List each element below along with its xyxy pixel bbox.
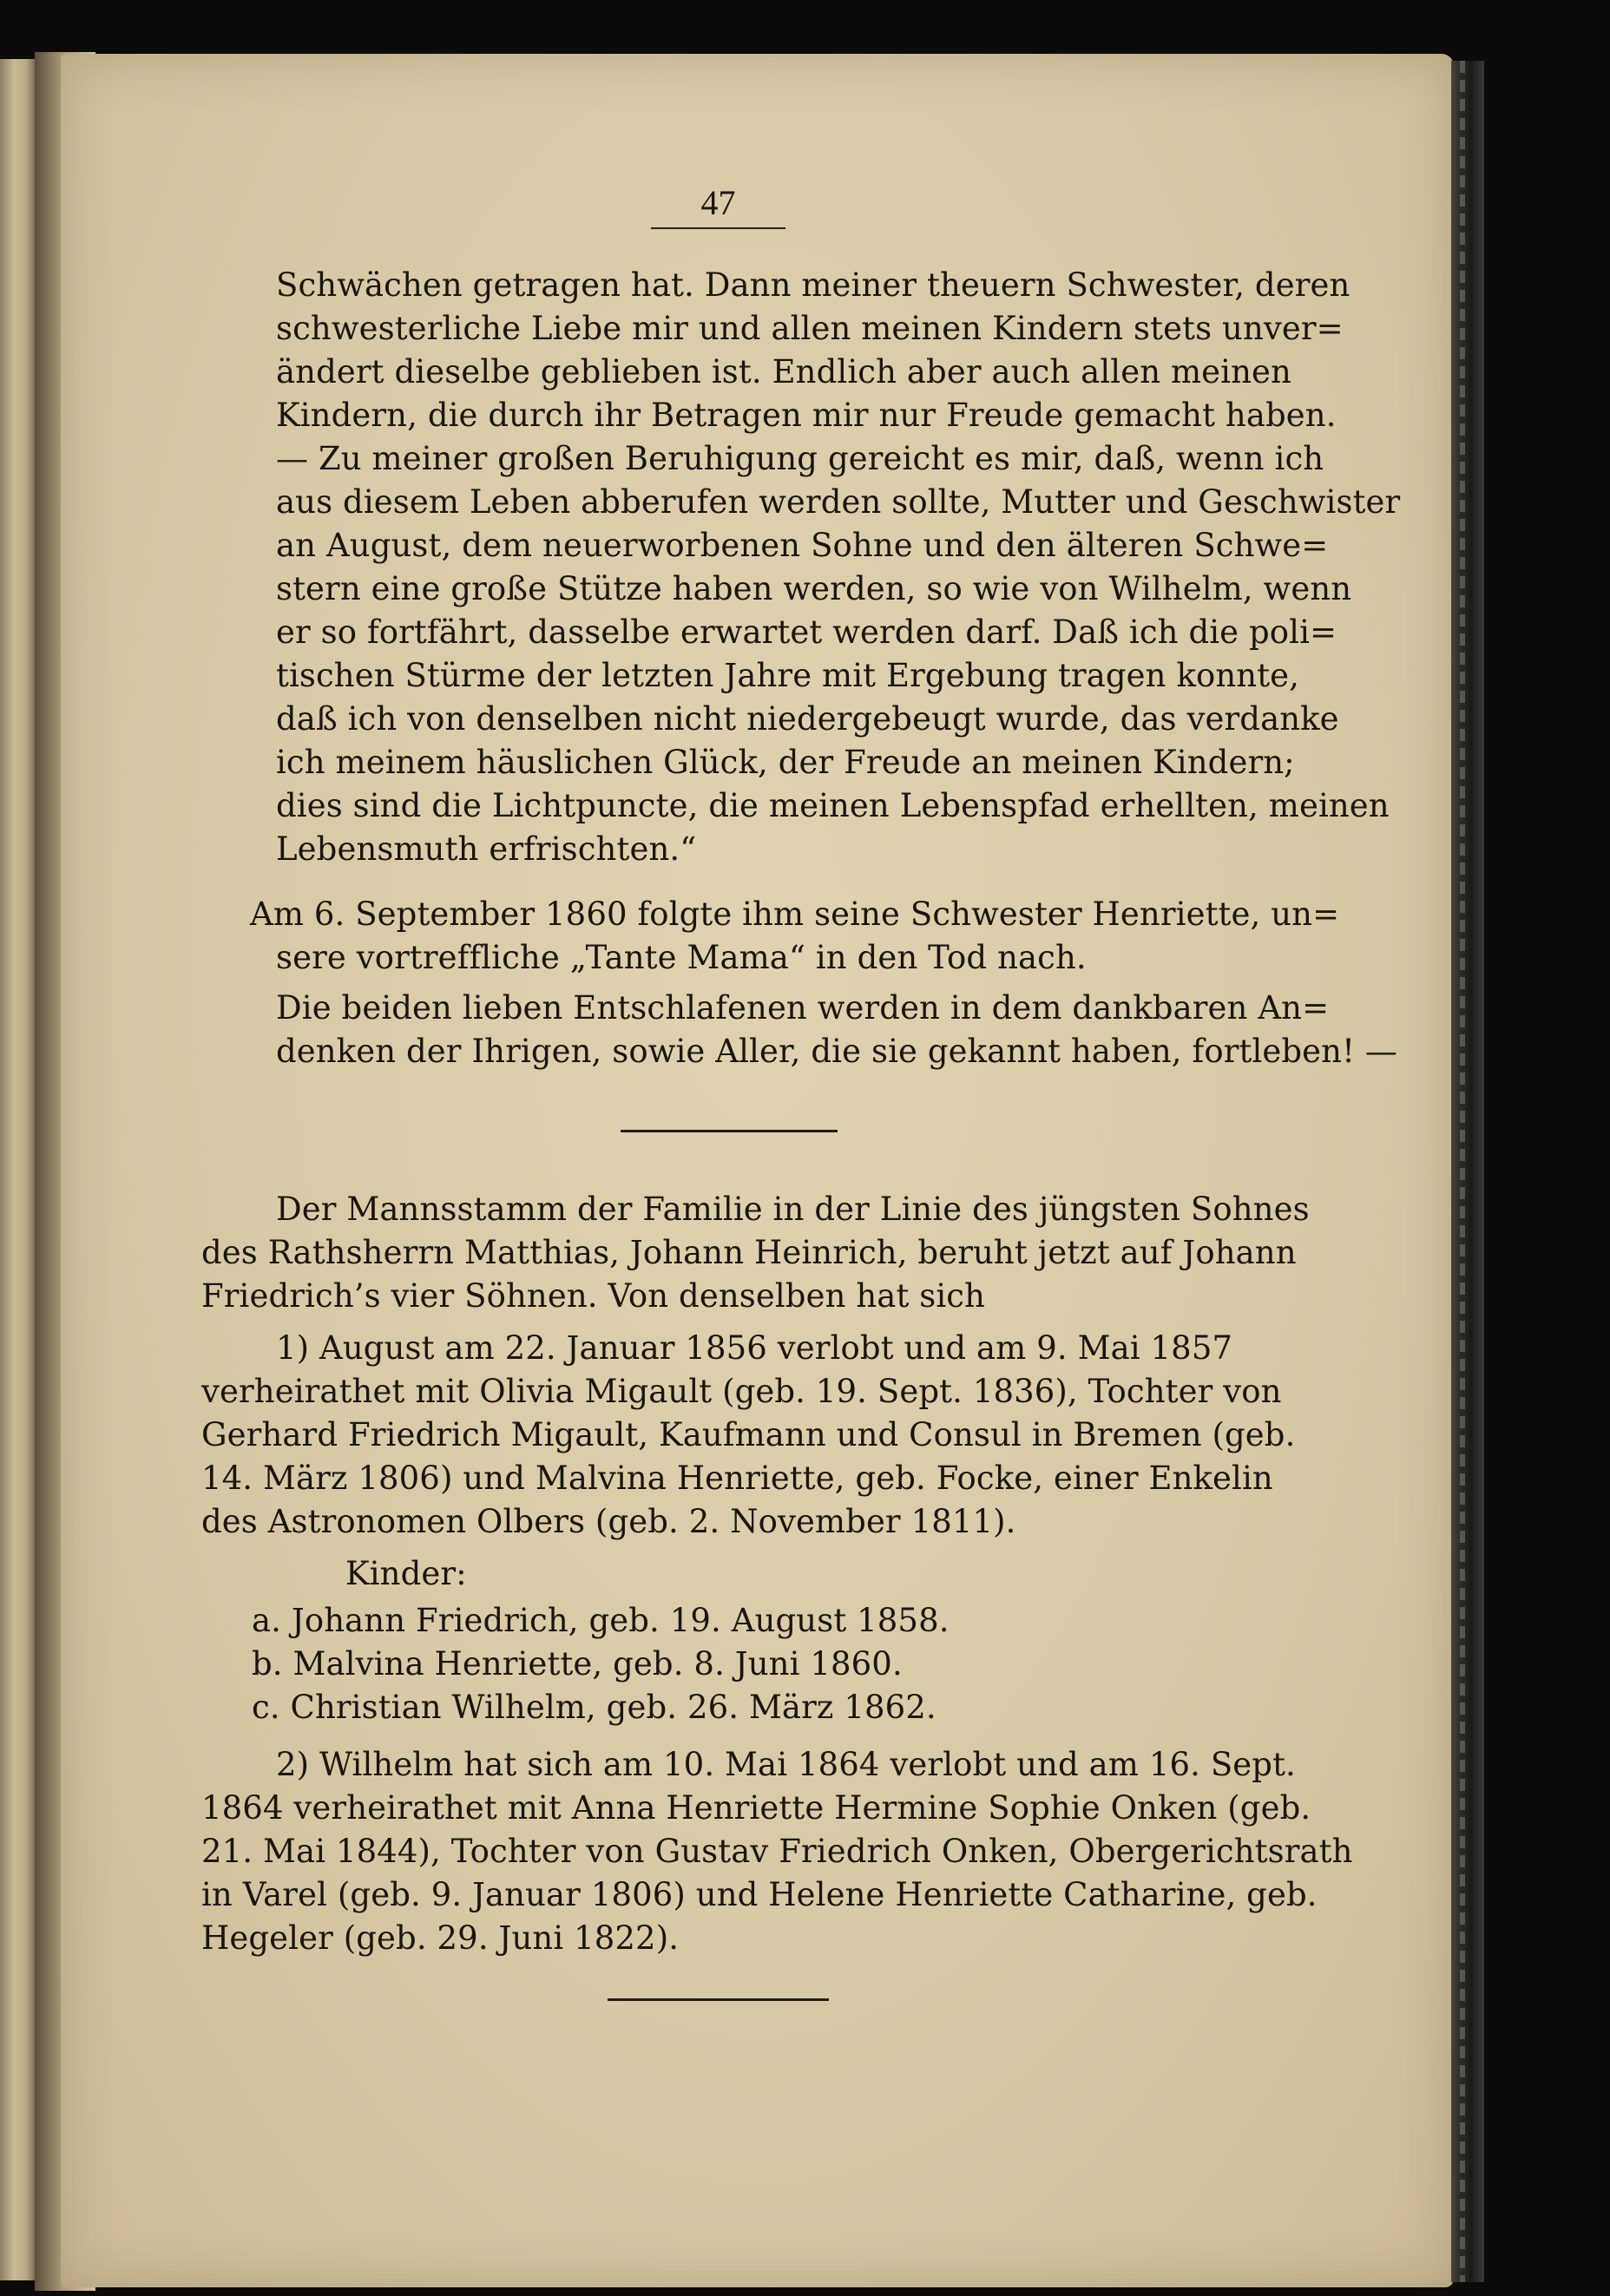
text-line: Am 6. September 1860 folgte ihm seine Schwester Henriette, un= <box>250 895 1340 933</box>
text-line: 14. März 1806) und Malvina Henriette, geb. Focke, einer Enkelin <box>201 1460 1273 1497</box>
text-line: Kindern, die durch ihr Betragen mir nur Freude gemacht haben. <box>276 397 1337 434</box>
text-line: Gerhard Friedrich Migault, Kaufmann und Consul in Bremen (geb. <box>201 1416 1296 1453</box>
text-line: an August, dem neuerworbenen Sohne und den älteren Schwe= <box>276 527 1329 564</box>
child-entry: a. Johann Friedrich, geb. 19. August 1858. <box>252 1602 950 1639</box>
text-line: Hegeler (geb. 29. Juni 1822). <box>201 1919 680 1957</box>
text-line: ich meinem häuslichen Glück, der Freude an meinen Kindern; <box>276 744 1295 781</box>
text-line: 21. Mai 1844), Tochter von Gustav Friedrich Onken, Obergerichtsrath <box>201 1833 1353 1870</box>
child-entry: b. Malvina Henriette, geb. 8. Juni 1860. <box>252 1645 903 1683</box>
text-line: ändert dieselbe geblieben ist. Endlich aber auch allen meinen <box>276 353 1291 390</box>
text-line: aus diesem Leben abberufen werden sollte, Mutter und Geschwister <box>276 483 1401 521</box>
page-number: 47 <box>700 183 736 222</box>
text-line: in Varel (geb. 9. Januar 1806) und Helene Henriette Catharine, geb. <box>201 1876 1318 1913</box>
closing-divider <box>608 1998 829 2001</box>
child-entry: c. Christian Wilhelm, geb. 26. März 1862. <box>252 1689 936 1726</box>
text-line: dies sind die Lichtpuncte, die meinen Lebenspfad erhellten, meinen <box>276 787 1390 824</box>
book-cover-edge <box>1451 61 1484 2282</box>
text-line: 2) Wilhelm hat sich am 10. Mai 1864 verlobt und am 16. Sept. <box>276 1746 1296 1783</box>
text-line: — Zu meiner großen Beruhigung gereicht es mir, daß, wenn ich <box>276 440 1324 477</box>
text-line: er so fortfährt, dasselbe erwartet werden darf. Daß ich die poli= <box>276 613 1337 651</box>
text-line: Schwächen getragen hat. Dann meiner theuern Schwester, deren <box>276 266 1350 304</box>
text-line: 1) August am 22. Januar 1856 verlobt und am 9. Mai 1857 <box>276 1329 1233 1367</box>
previous-page-edge <box>0 59 35 2280</box>
text-line: Die beiden lieben Entschlafenen werden in dem dankbaren An= <box>276 989 1330 1027</box>
text-line: des Rathsherrn Matthias, Johann Heinrich, beruht jetzt auf Johann <box>201 1234 1297 1271</box>
text-line: tischen Stürme der letzten Jahre mit Ergebung tragen konnte, <box>276 657 1300 694</box>
text-line: daß ich von denselben nicht niedergebeugt wurde, das verdanke <box>276 700 1339 738</box>
text-line: stern eine große Stütze haben werden, so wie von Wilhelm, wenn <box>276 570 1352 607</box>
text-line: 1864 verheirathet mit Anna Henriette Hermine Sophie Onken (geb. <box>201 1789 1311 1827</box>
text-line: schwesterliche Liebe mir und allen meinen Kindern stets unver= <box>276 310 1344 347</box>
text-line: verheirathet mit Olivia Migault (geb. 19. Sept. 1836), Tochter von <box>201 1373 1282 1410</box>
text-line: Lebensmuth erfrischten.“ <box>276 830 697 868</box>
text-line: Friedrich’s vier Söhnen. Von denselben hat sich <box>201 1277 986 1315</box>
children-heading: Kinder: <box>345 1555 467 1592</box>
section-divider <box>621 1130 838 1132</box>
text-line: Der Mannsstamm der Familie in der Linie des jüngsten Sohnes <box>276 1191 1310 1228</box>
page-number-rule <box>651 227 785 229</box>
text-line: des Astronomen Olbers (geb. 2. November 1811). <box>201 1503 1016 1540</box>
text-line: denken der Ihrigen, sowie Aller, die sie gekannt haben, fortleben! — <box>276 1033 1398 1070</box>
text-line: sere vortreffliche „Tante Mama“ in den Tod nach. <box>276 939 1087 976</box>
